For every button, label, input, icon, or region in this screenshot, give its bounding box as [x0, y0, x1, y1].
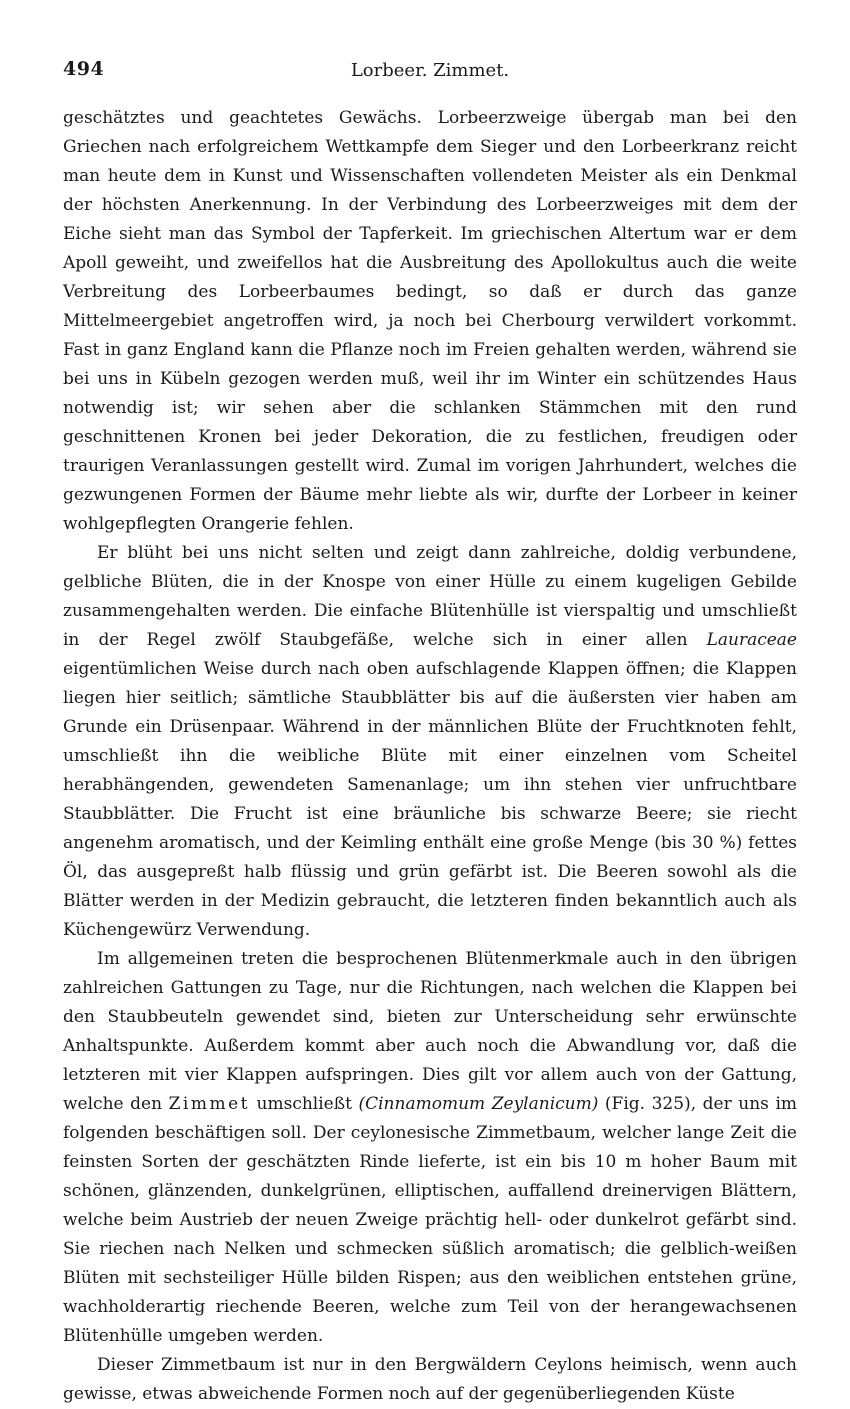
- paragraph-2-text-b: eigentümlichen Weise durch nach oben aufschlagende Klappen öffnen; die Klappen liegen hier seitlich; sämtliche Staubblätter bis auf die äußersten vier haben am Grunde ein Drüsenpaar. Während in der männlichen Blüte der Fruchtknoten fehlt, umschließt ihn die weibliche Blüte mit einer einzelnen vom Scheitel herabhängenden, gewendeten Samenanlage; um ihn stehen vier unfruchtbare Staubblätter. Die Frucht ist eine bräunliche bis schwarze Beere; sie riecht angenehm aromatisch, und der Keimling enthält eine große Menge (bis 30 %) fettes Öl, das ausgepreßt halb flüssig und grün gefärbt ist. Die Beeren sowohl als die Blätter werden in der Medizin gebraucht, die letzteren finden bekanntlich auch als Küchengewürz Verwendung.: [63, 659, 797, 940]
- running-title: Lorbeer. Zimmet.: [350, 60, 510, 81]
- paragraph-2: [63, 539, 797, 945]
- paragraph-3-text-c: (Fig. 325), der uns im folgenden beschäftigen soll. Der ceylonesische Zimmetbaum, welcher lange Zeit die feinsten Sorten der geschätzten Rinde lieferte, ist ein bis 10 m hoher Baum mit schönen, glänzenden, dunkelgrünen, elliptischen, auffallend dreinervigen Blättern, welche beim Austrieb der neuen Zweige prächtig hell- oder dunkelrot gefärbt sind. Sie riechen nach Nelken und schmecken süßlich aromatisch; die gelblich-weißen Blüten mit sechsteiliger Hülle bilden Rispen; aus den weiblichen entstehen grüne, wachholderartig riechende Beeren, welche zum Teil von der herangewachsenen Blütenhülle umgeben werden.: [63, 1094, 798, 1346]
- running-head: [63, 58, 797, 88]
- page-number: 494: [63, 58, 105, 80]
- body-text: [63, 104, 797, 1409]
- paragraph-1: geschätztes und geachtetes Gewächs. Lorbeerzweige übergab man bei den Griechen nach erfolgreichem Wettkampfe dem Sieger und den Lorbeerkranz reicht man heute dem in Kunst und Wissenschaften vollendeten Meister als ein Denkmal der höchsten Anerkennung. In der Verbindung des Lorbeerzweiges mit dem der Eiche sieht man das Symbol der Tapferkeit. Im griechischen Altertum war er dem Apoll geweiht, und zweifellos hat die Ausbreitung des Apollokultus auch die weite Verbreitung des Lorbeerbaumes bedingt, so daß er durch das ganze Mittelmeergebiet angetroffen wird, ja noch bei Cherbourg verwildert vorkommt. Fast in ganz England kann die Pflanze noch im Freien gehalten werden, während sie bei uns in Kübeln gezogen werden muß, weil ihr im Winter ein schützendes Haus notwendig ist; wir sehen aber die schlanken Stämmchen mit den rund geschnittenen Kronen bei jeder Dekoration, die zu festlichen, freudigen oder traurigen Veranlassungen gestellt wird. Zumal im vorigen Jahrhundert, welches die gezwungenen Formen der Bäume mehr liebte als wir, durfte der Lorbeer in keiner wohlgepflegten Orangerie fehlen.: [63, 108, 797, 534]
- paragraph-3-text-a: Im allgemeinen treten die besprochenen Blütenmerkmale auch in den übrigen zahlreichen Gattungen zu Tage, nur die Richtungen, nach welchen die Klappen bei den Staubbeuteln gewendet sind, bieten zur Unterscheidung sehr erwünschte Anhaltspunkte. Außerdem kommt aber auch noch die Abwandlung vor, daß die letzteren mit vier Klappen aufspringen. Dies gilt vor allem auch von der Gattung, welche den: [63, 949, 797, 1114]
- taxon-cinnamomum: (Cinnamomum Zeylanicum): [358, 1094, 599, 1114]
- paragraph-4: Dieser Zimmetbaum ist nur in den Bergwäldern Ceylons heimisch, wenn auch gewisse, etwas abweichende Formen noch auf der gegenüberliegenden Küste: [63, 1355, 797, 1404]
- taxon-lauraceae: Lauraceae: [706, 630, 797, 650]
- book-page: [63, 58, 797, 1409]
- paragraph-3-text-b: umschließt: [249, 1094, 359, 1114]
- paragraph-3: [63, 945, 797, 1351]
- emphasis-zimmet: Zimmet: [168, 1094, 250, 1114]
- paragraph-2-text-a: Er blüht bei uns nicht selten und zeigt dann zahlreiche, doldig verbundene, gelbliche Blüten, die in der Knospe von einer Hülle zu einem kugeligen Gebilde zusammengehalten werden. Die einfache Blütenhülle ist vierspaltig und umschließt in der Regel zwölf Staubgefäße, welche sich in einer allen: [63, 543, 797, 650]
